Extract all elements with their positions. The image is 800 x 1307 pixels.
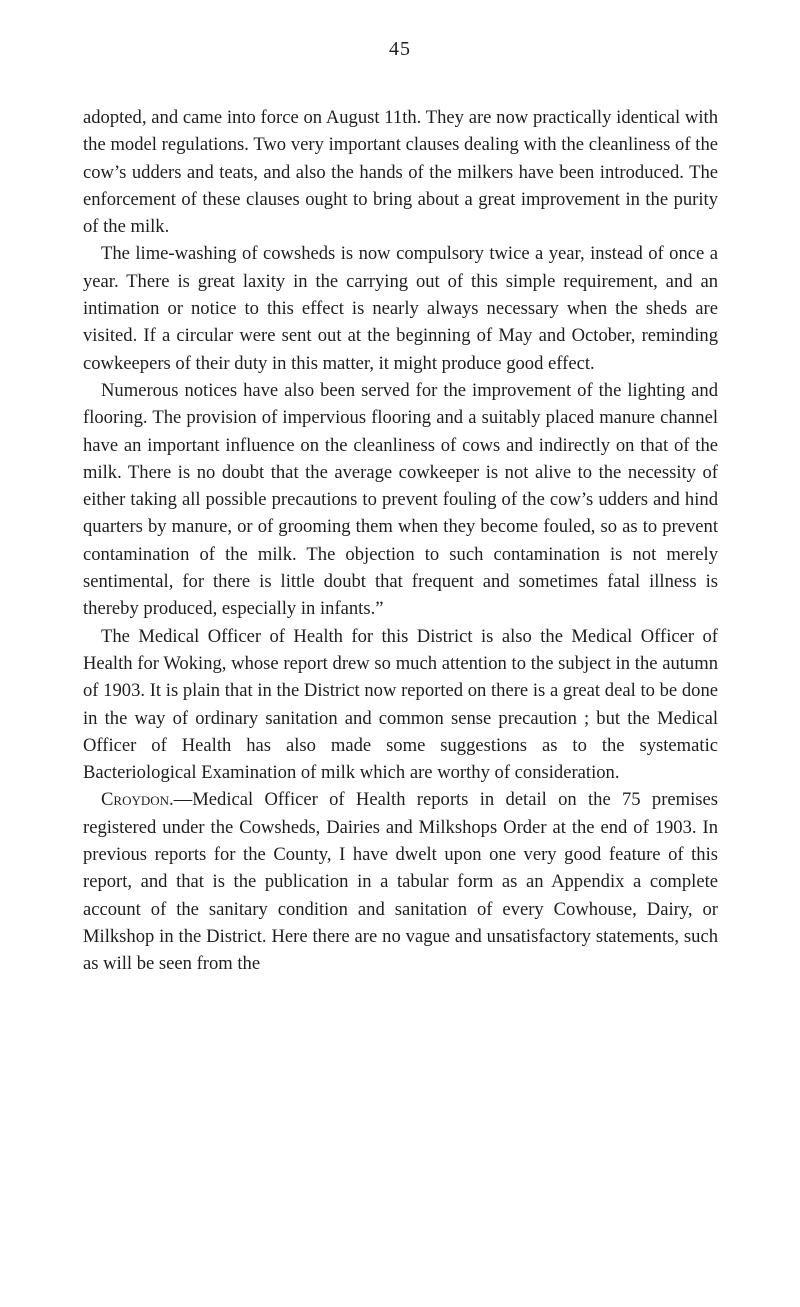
paragraph-5-text: —Medical Officer of Health reports in detail on the 75 premises registered under the Cowsheds, Dairies and Milkshops Order at the end of 1903. In previous reports for the County, I have dwelt upon one very good feature of this report, and that is the publication in a tabular form as an Appendix a complete account of the sanitary condition and sanitation of every Cowhouse, Dairy, or Milkshop in the District. Here there are no vague and unsatisfactory statements, such as will be seen from the — [83, 789, 718, 975]
paragraph-3: Numerous notices have also been served for the improvement of the lighting and flooring. The provision of impervious flooring and a suitably placed manure channel have an important influence on the cleanliness of cows and indirectly on that of the milk. There is no doubt that the average cowkeeper is not alive to the necessity of either taking all possible precautions to prevent fouling of the cow’s udders and hind quarters by manure, or of grooming them when they become fouled, so as to prevent contamination of the milk. The objection to such contamination is not merely sentimental, for there is little doubt that frequent and sometimes fatal illness is thereby produced, especially in infants.” — [83, 379, 718, 620]
paragraph-5 — [83, 786, 718, 977]
section-heading-croydon: Croydon. — [101, 789, 174, 811]
body-text — [83, 104, 718, 978]
paragraph-2: The lime-washing of cowsheds is now compulsory twice a year, instead of once a year. There is great laxity in the carrying out of this simple requirement, and an intimation or notice to this effect is nearly always necessary when the sheds are visited. If a circular were sent out at the beginning of May and October, reminding cowkeepers of their duty in this matter, it might produce good effect. — [83, 243, 718, 374]
paragraph-4: The Medical Officer of Health for this District is also the Medical Officer of Health for Woking, whose report drew so much attention to the subject in the autumn of 1903. It is plain that in the District now reported on there is a great deal to be done in the way of ordinary sanitation and common sense precaution ; but the Medical Officer of Health has also made some suggestions as to the systematic Bacteriological Examination of milk which are worthy of consideration. — [83, 625, 718, 784]
page-number: 45 — [389, 38, 411, 60]
paragraph-1: adopted, and came into force on August 11th. They are now practically identical with the model regulations. Two very important clauses dealing with the cleanliness of the cow’s udders and teats, and also the hands of the milkers have been introduced. The enforcement of these clauses ought to bring about a great improvement in the purity of the milk. — [83, 107, 718, 238]
